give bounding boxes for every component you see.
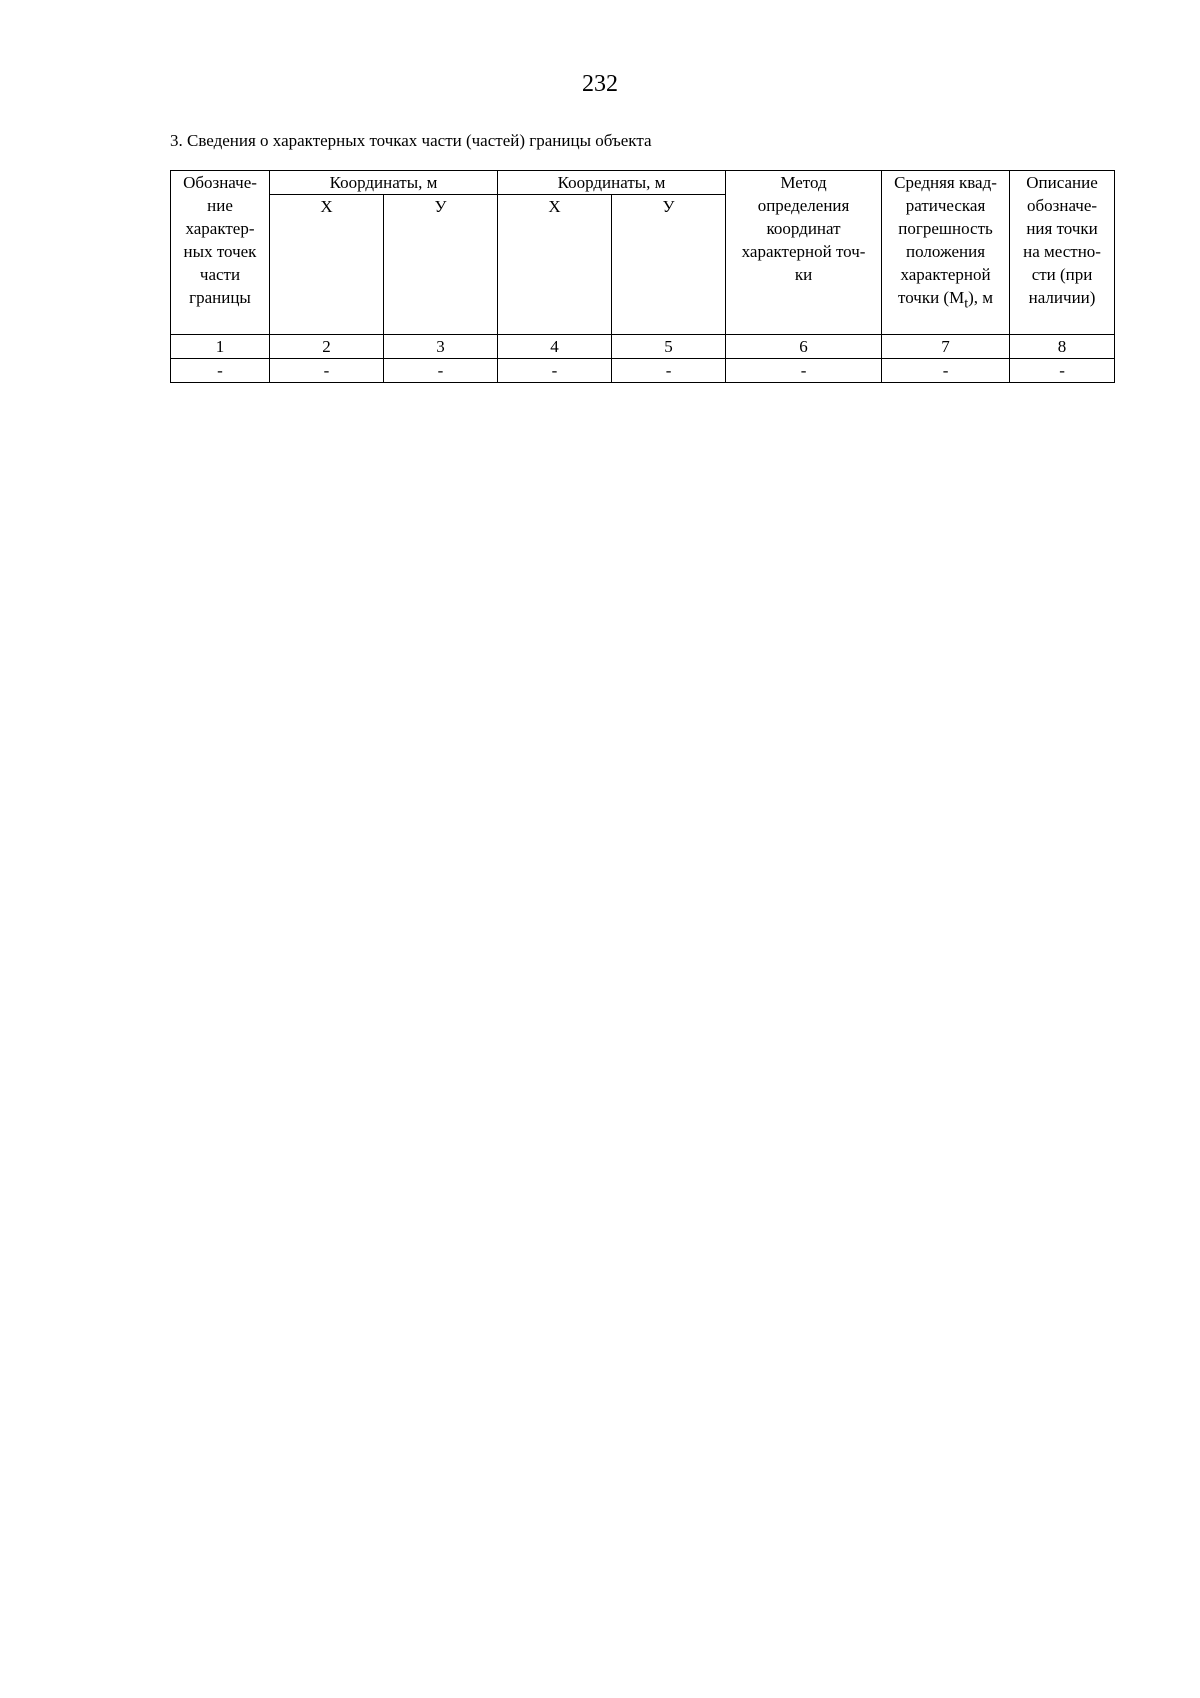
table-cell: - (882, 359, 1010, 383)
header-description: Описание обозначе- ния точки на местно- сти (при наличии) (1010, 171, 1115, 335)
header-mean-square-error (882, 171, 1010, 335)
header-y-1: У (384, 195, 498, 335)
column-number-cell: 3 (384, 335, 498, 359)
column-number-row (171, 335, 1115, 359)
characteristic-points-table (170, 170, 1115, 383)
header-designation: Обозначе- ние характер- ных точек части границы (171, 171, 270, 335)
table-cell: - (1010, 359, 1115, 383)
header-method: Метод определения координат характерной точ- ки (726, 171, 882, 335)
table-cell: - (171, 359, 270, 383)
table-row (171, 359, 1115, 383)
page-number: 232 (582, 71, 618, 97)
table-cell: - (498, 359, 612, 383)
table-cell: - (384, 359, 498, 383)
header-error-unit: ), м (968, 288, 994, 307)
column-number-cell: 8 (1010, 335, 1115, 359)
section-title: 3. Сведения о характерных точках части (частей) границы объекта (170, 131, 652, 150)
table-cell: - (726, 359, 882, 383)
header-coordinates-1: Координаты, м (270, 171, 498, 195)
column-number-cell: 4 (498, 335, 612, 359)
column-number-cell: 2 (270, 335, 384, 359)
column-number-cell: 5 (612, 335, 726, 359)
column-number-cell: 1 (171, 335, 270, 359)
header-coordinates-2: Координаты, м (498, 171, 726, 195)
header-error-subscript: t (964, 295, 969, 312)
header-x-2: X (498, 195, 612, 335)
header-row-1 (171, 171, 1115, 195)
header-x-1: X (270, 195, 384, 335)
header-y-2: У (612, 195, 726, 335)
column-number-cell: 6 (726, 335, 882, 359)
table-cell: - (270, 359, 384, 383)
header-error-text: Средняя квад- ратическая погрешность положения характерной точки (M (894, 173, 997, 307)
column-number-cell: 7 (882, 335, 1010, 359)
table-cell: - (612, 359, 726, 383)
